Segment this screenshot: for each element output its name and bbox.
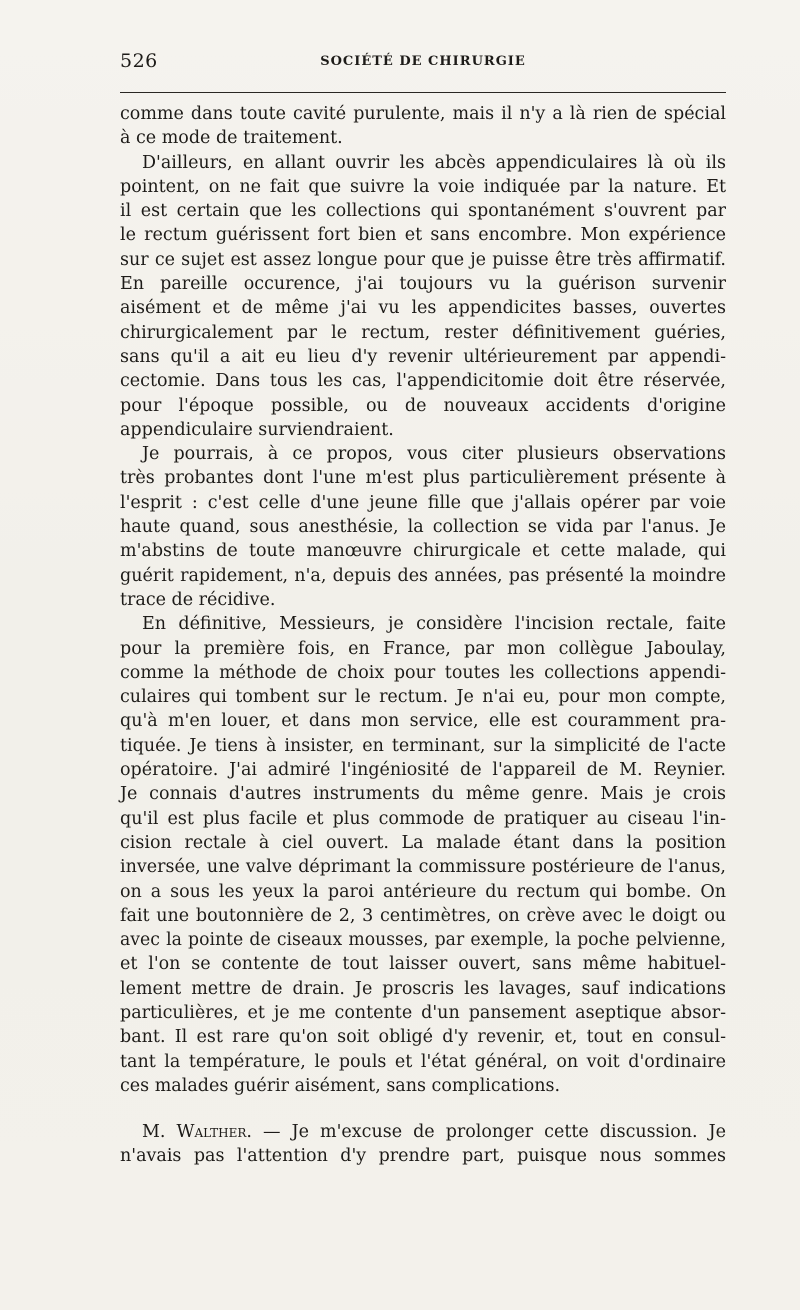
text-line: cision rectale à ciel ouvert. La malade étant dans la position <box>120 832 726 853</box>
text-line: comme la méthode de choix pour toutes les collections appendi- <box>120 662 726 683</box>
text-line: trace de récidive. <box>120 589 276 610</box>
paragraph <box>120 442 726 612</box>
page-header <box>120 50 726 74</box>
section-gap <box>120 1098 726 1120</box>
text-line: ces malades guérir aisément, sans complications. <box>120 1075 561 1096</box>
text-line: qu'à m'en louer, et dans mon service, elle est couramment pra- <box>120 711 726 732</box>
running-title: SOCIÉTÉ DE CHIRURGIE <box>320 54 526 69</box>
text-line: qu'il est plus facile et plus commode de pratiquer au ciseau l'in- <box>120 808 726 829</box>
paragraph <box>120 102 726 151</box>
text-line: sans qu'il a ait eu lieu d'y revenir ultérieurement par appendi- <box>120 346 726 367</box>
text-line: tant la température, le pouls et l'état général, on voit d'ordinaire <box>120 1051 726 1072</box>
text-line: l'esprit : c'est celle d'une jeune fille que j'allais opérer par voie <box>120 492 726 513</box>
text-line: à ce mode de traitement. <box>120 128 343 149</box>
paragraph <box>120 612 726 1098</box>
text-line: bant. Il est rare qu'on soit obligé d'y revenir, et, tout en consul- <box>120 1027 726 1048</box>
speaker-line <box>120 1120 726 1144</box>
text-line: opératoire. J'ai admiré l'ingéniosité de l'appareil de M. Reynier. <box>120 760 726 781</box>
text-line: particulières, et je me contente d'un pansement aseptique absor- <box>120 1002 726 1023</box>
text-line: En pareille occurence, j'ai toujours vu la guérison survenir <box>120 274 726 295</box>
text-line: lement mettre de drain. Je proscris les lavages, sauf indications <box>120 978 726 999</box>
text-line: pour la première fois, en France, par mon collègue Jaboulay, <box>120 638 726 659</box>
body-text <box>120 102 726 1169</box>
text-line: chirurgicalement par le rectum, rester définitivement guéries, <box>120 322 726 343</box>
paragraph <box>120 151 726 443</box>
text-line: Je pourrais, à ce propos, vous citer plusieurs observations <box>142 444 726 465</box>
text-line: et l'on se contente de tout laisser ouvert, sans même habituel- <box>120 954 726 975</box>
text-line: tiquée. Je tiens à insister, en terminant, sur la simplicité de l'acte <box>120 735 726 756</box>
speaker-text: — Je m'excuse de prolonger cette discussion. Je <box>252 1122 726 1143</box>
text-line: le rectum guérissent fort bien et sans encombre. Mon expérience <box>120 225 726 246</box>
text-line: Je connais d'autres instruments du même genre. Mais je crois <box>120 784 726 805</box>
text-line: haute quand, sous anesthésie, la collection se vida par l'anus. Je <box>120 517 726 538</box>
text-line: culaires qui tombent sur le rectum. Je n'ai eu, pour mon compte, <box>120 687 726 708</box>
speaker-name: M. Walther. <box>142 1122 252 1143</box>
page-number: 526 <box>120 50 158 72</box>
text-line: pointent, on ne fait que suivre la voie indiquée par la nature. Et <box>120 176 726 197</box>
text-line: appendiculaire surviendraient. <box>120 419 394 440</box>
text-line: n'avais pas l'attention d'y prendre part, puisque nous sommes <box>120 1146 726 1167</box>
text-line: aisément et de même j'ai vu les appendicites basses, ouvertes <box>120 298 726 319</box>
text-line: très probantes dont l'une m'est plus particulièrement présente à <box>120 468 726 489</box>
text-line: En définitive, Messieurs, je considère l'incision rectale, faite <box>142 614 726 635</box>
speaker-paragraph <box>120 1120 726 1169</box>
text-line: fait une boutonnière de 2, 3 centimètres, on crève avec le doigt ou <box>120 905 726 926</box>
text-line: D'ailleurs, en allant ouvrir les abcès appendiculaires là où ils <box>142 152 726 173</box>
text-line: guérit rapidement, n'a, depuis des années, pas présenté la moindre <box>120 565 726 586</box>
text-line: cectomie. Dans tous les cas, l'appendicitomie doit être réservée, <box>120 371 726 392</box>
text-line: pour l'époque possible, ou de nouveaux accidents d'origine <box>120 395 726 416</box>
text-line: m'abstins de toute manœuvre chirurgicale et cette malade, qui <box>120 541 726 562</box>
header-rule <box>120 92 726 93</box>
text-line: sur ce sujet est assez longue pour que je puisse être très affirmatif. <box>120 249 726 270</box>
text-line: il est certain que les collections qui spontanément s'ouvrent par <box>120 201 726 222</box>
text-line: comme dans toute cavité purulente, mais il n'y a là rien de spécial <box>120 104 726 124</box>
text-line: avec la pointe de ciseaux mousses, par exemple, la poche pelvienne, <box>120 930 726 951</box>
text-line: on a sous les yeux la paroi antérieure du rectum qui bombe. On <box>120 881 726 902</box>
text-line: inversée, une valve déprimant la commissure postérieure de l'anus, <box>120 857 726 878</box>
